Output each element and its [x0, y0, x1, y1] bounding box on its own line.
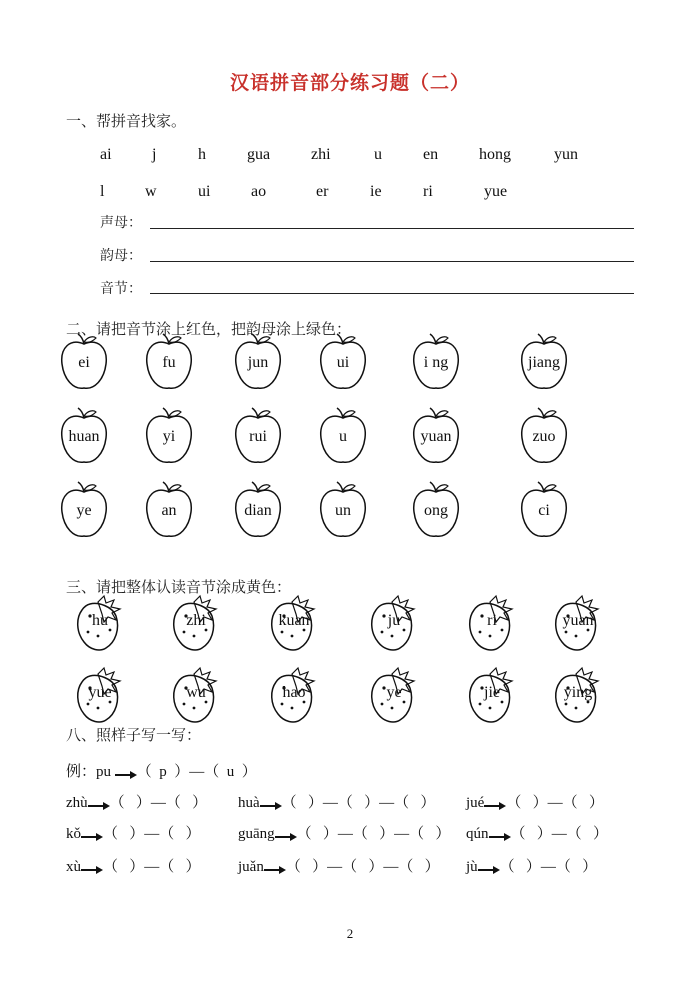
strawberry-label: yuan: [562, 612, 594, 629]
strawberry-label: yue: [88, 684, 112, 701]
strawberry-item[interactable]: [164, 592, 228, 656]
strawberry-label: ying: [563, 684, 593, 701]
arrow-icon: [478, 863, 500, 873]
strawberry-item[interactable]: [262, 592, 326, 656]
strawberry-item[interactable]: [362, 592, 426, 656]
exercise-item[interactable]: [66, 822, 201, 843]
apple-item[interactable]: [311, 478, 375, 542]
pinyin-item: ui: [198, 183, 211, 200]
apple-label: yuan: [420, 428, 452, 445]
apple-item[interactable]: [226, 478, 290, 542]
arrow-icon: [489, 830, 511, 840]
pinyin-item: ao: [251, 183, 267, 200]
exercise-blanks[interactable]: （ ）—（ ）—（ ）: [296, 826, 451, 842]
section8-heading: 八、照样子写一写：: [66, 726, 202, 744]
initials-label: 声母：: [100, 215, 142, 231]
exercise-syllable: kǒ: [66, 826, 81, 842]
apple-item[interactable]: [226, 404, 290, 468]
apple-label: an: [161, 502, 177, 519]
strawberry-item[interactable]: [68, 592, 132, 656]
exercise-syllable: huà: [238, 795, 260, 811]
apple-item[interactable]: [137, 404, 201, 468]
apple-label: i ng: [423, 354, 449, 371]
exercise-blanks[interactable]: （ ）—（ ）—（ ）: [281, 795, 436, 811]
apple-item[interactable]: [512, 478, 576, 542]
apple-item[interactable]: [404, 404, 468, 468]
pinyin-item: hong: [479, 146, 511, 163]
arrow-icon: [264, 863, 286, 873]
section3-heading: 三、请把整体认读音节涂成黄色：: [66, 578, 292, 596]
apple-label: yi: [162, 428, 176, 445]
pinyin-item: l: [100, 183, 105, 200]
strawberry-item[interactable]: [460, 664, 524, 728]
apple-item[interactable]: [52, 330, 116, 394]
pinyin-item: en: [423, 146, 439, 163]
apple-item[interactable]: [404, 330, 468, 394]
strawberry-label: hao: [282, 684, 306, 701]
apple-label: rui: [249, 428, 267, 445]
strawberry-item[interactable]: [546, 592, 610, 656]
initials-answer-line[interactable]: [150, 228, 634, 229]
apple-label: huan: [68, 428, 100, 445]
pinyin-item: zhi: [311, 146, 331, 163]
apple-item[interactable]: [311, 404, 375, 468]
exercise-blanks[interactable]: （ ）—（ ）: [506, 795, 604, 811]
apple-item[interactable]: [512, 330, 576, 394]
arrow-icon: [115, 768, 137, 778]
strawberry-label: jie: [484, 684, 500, 701]
exercise-syllable: zhù: [66, 795, 88, 811]
exercise-item[interactable]: [238, 791, 435, 812]
strawberry-label: kuan: [278, 612, 310, 629]
apple-label: ye: [76, 502, 92, 519]
apple-label: jiang: [528, 354, 560, 371]
exercise-syllable: guāng: [238, 826, 275, 842]
apple-item[interactable]: [137, 330, 201, 394]
pinyin-item: ai: [100, 146, 112, 163]
pinyin-item: yun: [554, 146, 578, 163]
exercise-item[interactable]: [466, 791, 604, 812]
pinyin-item: w: [145, 183, 157, 200]
strawberry-item[interactable]: [262, 664, 326, 728]
exercise-blanks[interactable]: （ ）—（ ）: [103, 859, 201, 875]
exercise-item[interactable]: [466, 855, 597, 876]
pinyin-item: yue: [484, 183, 508, 200]
exercise-blanks[interactable]: （ ）—（ ）: [103, 826, 201, 842]
strawberry-item[interactable]: [68, 664, 132, 728]
apple-label: ci: [538, 502, 550, 519]
exercise-blanks[interactable]: （ ）—（ ）—（ ）: [285, 859, 440, 875]
arrow-icon: [81, 863, 103, 873]
exercise-item[interactable]: [66, 855, 201, 876]
apple-item[interactable]: [311, 330, 375, 394]
exercise-item[interactable]: [66, 791, 207, 812]
apple-label: un: [335, 502, 351, 519]
exercise-syllable: qún: [466, 826, 489, 842]
apple-label: ei: [78, 354, 90, 371]
apple-label: zuo: [532, 428, 556, 445]
arrow-icon: [88, 799, 110, 809]
apple-label: fu: [162, 354, 176, 371]
worksheet-title: 汉语拼音部分练习题（二）: [229, 72, 470, 94]
strawberry-label: ju: [387, 612, 401, 629]
section1-heading: 一、帮拼音找家。: [66, 112, 187, 130]
strawberry-item[interactable]: [460, 592, 524, 656]
exercise-item[interactable]: [466, 822, 608, 843]
exercise-item[interactable]: [238, 855, 440, 876]
pinyin-item: er: [316, 183, 329, 200]
strawberry-label: zhi: [186, 612, 206, 629]
example-syllable: pu: [96, 764, 112, 780]
exercise-syllable: xù: [66, 859, 81, 875]
strawberry-item[interactable]: [164, 664, 228, 728]
strawberry-label: wu: [186, 684, 206, 701]
strawberry-label: ye: [386, 684, 402, 701]
finals-label: 韵母：: [100, 248, 142, 264]
apple-label: dian: [244, 502, 272, 519]
arrow-icon: [81, 830, 103, 840]
example-row: [66, 760, 257, 781]
strawberry-label: ri: [487, 612, 497, 629]
exercise-item[interactable]: [238, 822, 450, 843]
apple-item[interactable]: [226, 330, 290, 394]
apple-label: jun: [247, 354, 269, 371]
pinyin-item: u: [374, 146, 382, 163]
apple-item[interactable]: [52, 404, 116, 468]
example-answer: （ p ）—（ u ）: [136, 764, 257, 780]
arrow-icon: [275, 830, 297, 840]
arrow-icon: [484, 799, 506, 809]
strawberry-item[interactable]: [546, 664, 610, 728]
pinyin-item: h: [198, 146, 206, 163]
example-prefix: 例：: [66, 764, 97, 780]
section2-heading: 二、请把音节涂上红色，把韵母涂上绿色：: [66, 320, 352, 338]
syllables-answer-line[interactable]: [150, 293, 634, 294]
strawberry-label: hu: [92, 612, 108, 629]
arrow-icon: [260, 799, 282, 809]
exercise-blanks[interactable]: （ ）—（ ）: [510, 826, 609, 842]
apple-label: u: [339, 428, 347, 445]
pinyin-item: j: [152, 146, 157, 163]
apple-item[interactable]: [52, 478, 116, 542]
exercise-syllable: juǎn: [238, 859, 264, 875]
exercise-syllable: jué: [466, 795, 485, 811]
apple-item[interactable]: [404, 478, 468, 542]
apple-label: ui: [336, 354, 350, 371]
exercise-blanks[interactable]: （ ）—（ ）: [109, 795, 208, 811]
exercise-blanks[interactable]: （ ）—（ ）: [499, 859, 598, 875]
pinyin-item: gua: [247, 146, 271, 163]
page-number: 2: [346, 926, 354, 941]
strawberry-item[interactable]: [362, 664, 426, 728]
apple-item[interactable]: [512, 404, 576, 468]
pinyin-item: ri: [423, 183, 433, 200]
finals-answer-line[interactable]: [150, 261, 634, 262]
pinyin-item: ie: [370, 183, 382, 200]
exercise-syllable: jù: [466, 859, 478, 875]
apple-label: ong: [424, 502, 448, 519]
syllables-label: 音节：: [100, 281, 142, 297]
apple-item[interactable]: [137, 478, 201, 542]
